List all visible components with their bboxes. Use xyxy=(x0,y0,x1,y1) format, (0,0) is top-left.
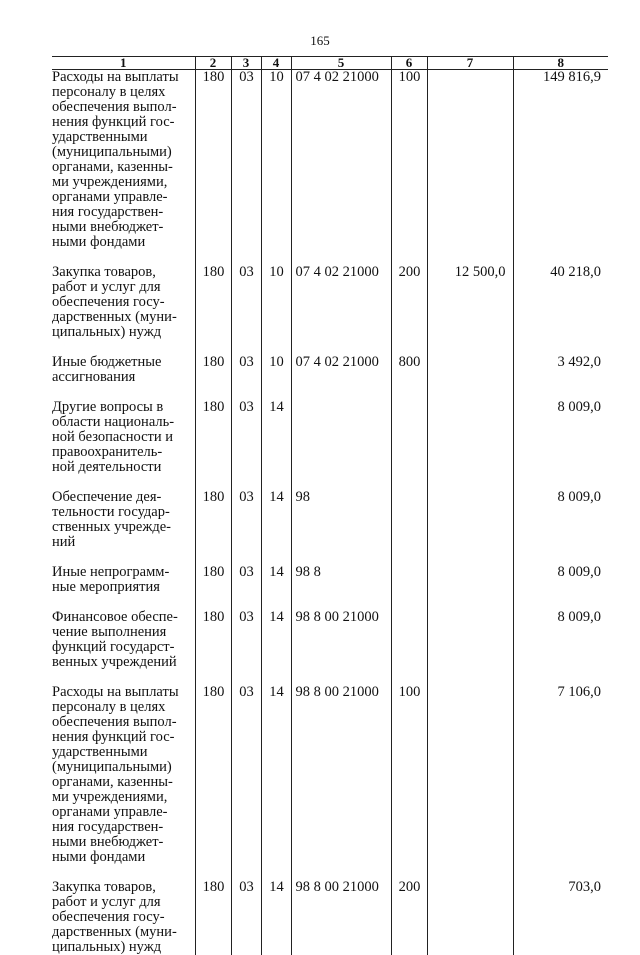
amount-column-7 xyxy=(427,610,513,685)
description-line: Иные непрограмм- xyxy=(52,564,170,580)
amount-total: 8 009,0 xyxy=(513,565,608,610)
description-line: работ и услуг для xyxy=(52,894,161,910)
description-line: ния государствен- xyxy=(52,819,164,835)
target-article-code: 98 8 xyxy=(291,565,391,610)
description-line: персоналу в целях xyxy=(52,699,166,715)
target-article-code: 98 8 00 21000 xyxy=(291,685,391,880)
description-line: органами управле- xyxy=(52,804,168,820)
section-code: 03 xyxy=(231,355,261,400)
row-description xyxy=(52,265,195,355)
row-description xyxy=(52,610,195,685)
description-line: ципальных) нужд xyxy=(52,324,162,340)
expense-type-code: 800 xyxy=(391,355,427,400)
description-line: ударственными xyxy=(52,129,148,145)
section-code: 03 xyxy=(231,400,261,490)
subsection-code: 14 xyxy=(261,565,291,610)
description-line: ной безопасности и xyxy=(52,429,174,445)
description-line: ми учреждениями, xyxy=(52,789,168,805)
amount-column-7 xyxy=(427,70,513,266)
description-line: ципальных) нужд xyxy=(52,939,162,955)
admin-code: 180 xyxy=(195,400,231,490)
description-line: ные мероприятия xyxy=(52,579,160,595)
amount-column-7 xyxy=(427,880,513,955)
expense-type-code xyxy=(391,400,427,490)
description-line: Другие вопросы в xyxy=(52,399,164,415)
table-row xyxy=(52,880,608,955)
table-row xyxy=(52,70,608,266)
expense-type-code: 100 xyxy=(391,685,427,880)
amount-total: 703,0 xyxy=(513,880,608,955)
description-line: ными фондами xyxy=(52,849,146,865)
amount-total: 40 218,0 xyxy=(513,265,608,355)
subsection-code: 14 xyxy=(261,880,291,955)
column-header: 6 xyxy=(391,57,427,70)
amount-column-7 xyxy=(427,490,513,565)
section-code: 03 xyxy=(231,265,261,355)
admin-code: 180 xyxy=(195,610,231,685)
description-line: Закупка товаров, xyxy=(52,264,156,280)
amount-total: 3 492,0 xyxy=(513,355,608,400)
description-line: дарственных (муни- xyxy=(52,924,177,940)
header-row xyxy=(52,57,608,70)
amount-column-7 xyxy=(427,685,513,880)
description-line: персоналу в целях xyxy=(52,84,166,100)
section-code: 03 xyxy=(231,565,261,610)
description-line: ными фондами xyxy=(52,234,146,250)
description-line: дарственных (муни- xyxy=(52,309,177,325)
column-header: 8 xyxy=(513,57,608,70)
description-line: Расходы на выплаты xyxy=(52,684,179,700)
section-code: 03 xyxy=(231,70,261,266)
description-line: ми учреждениями, xyxy=(52,174,168,190)
admin-code: 180 xyxy=(195,565,231,610)
amount-column-7 xyxy=(427,355,513,400)
description-line: обеспечения госу- xyxy=(52,294,165,310)
admin-code: 180 xyxy=(195,685,231,880)
description-line: обеспечения госу- xyxy=(52,909,165,925)
description-line: ными внебюджет- xyxy=(52,219,164,235)
description-line: ной деятельности xyxy=(52,459,162,475)
subsection-code: 10 xyxy=(261,355,291,400)
amount-total: 8 009,0 xyxy=(513,400,608,490)
description-line: органами, казенны- xyxy=(52,774,173,790)
description-line: венных учреждений xyxy=(52,654,177,670)
column-header: 3 xyxy=(231,57,261,70)
description-line: ассигнования xyxy=(52,369,136,385)
target-article-code: 98 8 00 21000 xyxy=(291,880,391,955)
description-line: области националь- xyxy=(52,414,175,430)
column-header: 5 xyxy=(291,57,391,70)
column-header: 1 xyxy=(52,57,195,70)
row-description xyxy=(52,400,195,490)
subsection-code: 10 xyxy=(261,265,291,355)
description-line: нения функций гос- xyxy=(52,729,175,745)
description-line: функций государст- xyxy=(52,639,175,655)
table-row xyxy=(52,265,608,355)
target-article-code: 07 4 02 21000 xyxy=(291,70,391,266)
description-line: нения функций гос- xyxy=(52,114,175,130)
column-header: 2 xyxy=(195,57,231,70)
description-line: органами, казенны- xyxy=(52,159,173,175)
target-article-code xyxy=(291,400,391,490)
amount-total: 149 816,9 xyxy=(513,70,608,266)
expense-type-code xyxy=(391,490,427,565)
description-line: тельности государ- xyxy=(52,504,170,520)
budget-table xyxy=(52,56,608,955)
subsection-code: 10 xyxy=(261,70,291,266)
description-line: Обеспечение дея- xyxy=(52,489,162,505)
amount-total: 8 009,0 xyxy=(513,610,608,685)
amount-column-7 xyxy=(427,400,513,490)
table-row xyxy=(52,490,608,565)
page-number: 165 xyxy=(310,33,330,48)
admin-code: 180 xyxy=(195,490,231,565)
admin-code: 180 xyxy=(195,880,231,955)
description-line: ния государствен- xyxy=(52,204,164,220)
expense-type-code: 200 xyxy=(391,880,427,955)
row-description xyxy=(52,685,195,880)
description-line: ний xyxy=(52,534,76,550)
row-description xyxy=(52,355,195,400)
description-line: ственных учрежде- xyxy=(52,519,171,535)
section-code: 03 xyxy=(231,880,261,955)
amount-total: 8 009,0 xyxy=(513,490,608,565)
description-line: (муниципальными) xyxy=(52,144,172,160)
admin-code: 180 xyxy=(195,265,231,355)
target-article-code: 98 xyxy=(291,490,391,565)
description-line: Финансовое обеспе- xyxy=(52,609,178,625)
row-description xyxy=(52,70,195,266)
expense-type-code xyxy=(391,565,427,610)
table-row xyxy=(52,685,608,880)
section-code: 03 xyxy=(231,685,261,880)
description-line: чение выполнения xyxy=(52,624,167,640)
expense-type-code: 200 xyxy=(391,265,427,355)
description-line: обеспечения выпол- xyxy=(52,99,177,115)
column-header: 7 xyxy=(427,57,513,70)
table-row xyxy=(52,565,608,610)
description-line: Закупка товаров, xyxy=(52,879,156,895)
target-article-code: 98 8 00 21000 xyxy=(291,610,391,685)
admin-code: 180 xyxy=(195,70,231,266)
subsection-code: 14 xyxy=(261,400,291,490)
amount-column-7 xyxy=(427,565,513,610)
description-line: ударственными xyxy=(52,744,148,760)
expense-type-code xyxy=(391,610,427,685)
subsection-code: 14 xyxy=(261,685,291,880)
description-line: ными внебюджет- xyxy=(52,834,164,850)
admin-code: 180 xyxy=(195,355,231,400)
row-description xyxy=(52,880,195,955)
column-header: 4 xyxy=(261,57,291,70)
amount-total: 7 106,0 xyxy=(513,685,608,880)
subsection-code: 14 xyxy=(261,610,291,685)
table-row xyxy=(52,610,608,685)
description-line: работ и услуг для xyxy=(52,279,161,295)
description-line: органами управле- xyxy=(52,189,168,205)
description-line: Иные бюджетные xyxy=(52,354,162,370)
row-description xyxy=(52,490,195,565)
description-line: (муниципальными) xyxy=(52,759,172,775)
subsection-code: 14 xyxy=(261,490,291,565)
target-article-code: 07 4 02 21000 xyxy=(291,265,391,355)
description-line: обеспечения выпол- xyxy=(52,714,177,730)
table-row xyxy=(52,355,608,400)
description-line: правоохранитель- xyxy=(52,444,163,460)
section-code: 03 xyxy=(231,610,261,685)
target-article-code: 07 4 02 21000 xyxy=(291,355,391,400)
section-code: 03 xyxy=(231,490,261,565)
amount-column-7: 12 500,0 xyxy=(427,265,513,355)
description-line: Расходы на выплаты xyxy=(52,69,179,85)
row-description xyxy=(52,565,195,610)
table-row xyxy=(52,400,608,490)
expense-type-code: 100 xyxy=(391,70,427,266)
